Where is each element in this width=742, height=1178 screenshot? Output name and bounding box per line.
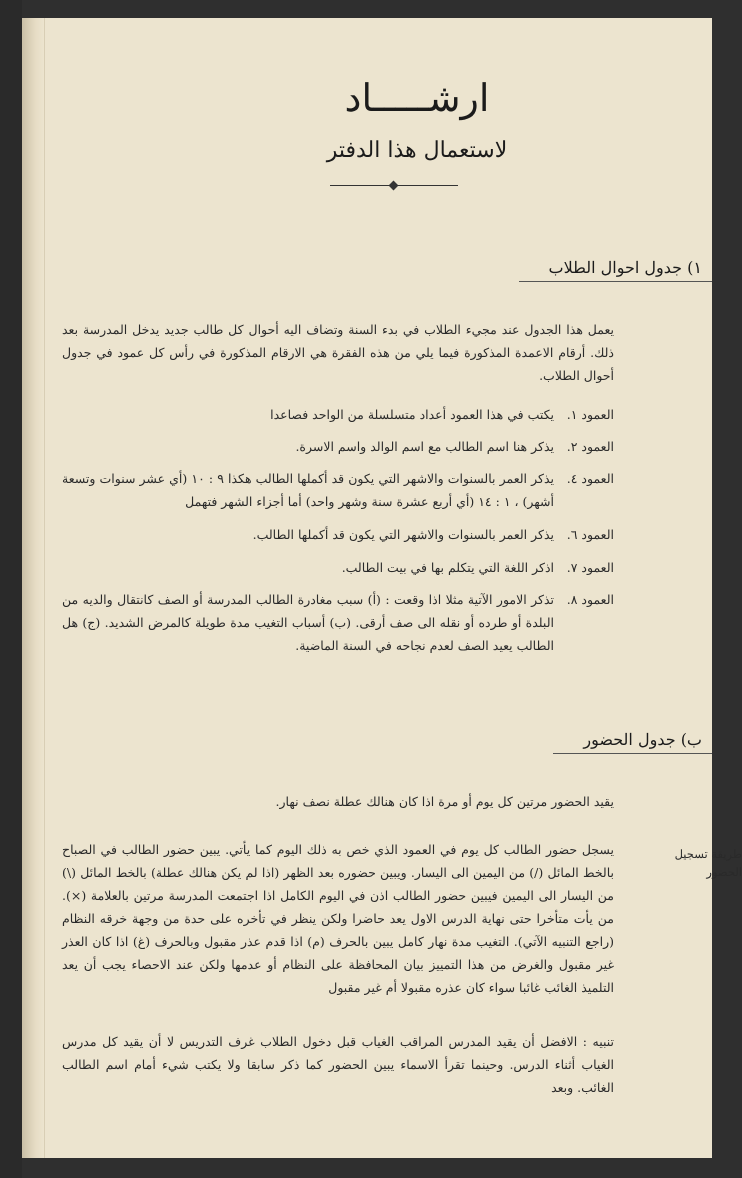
column-description: تذكر الامور الآتية مثلا اذا وقعت : (أ) سبب مغادرة الطالب المدرسة أو الصف كانتقال والديه من البلدة أو طرده أو نقله الى صف أرقى. (ب) أسباب التغيب مدة طويلة كالمرض الشديد. (ج) هل الطالب يعيد الصف لعدم نجاحه في السنة الماضية.: [62, 592, 554, 653]
column-item: [62, 556, 614, 579]
column-description: يكتب في هذا العمود أعداد متسلسلة من الواحد فصاعدا: [270, 407, 554, 422]
column-item: [62, 467, 614, 513]
column-item: [62, 588, 614, 657]
column-number: العمود ٨.: [566, 592, 614, 607]
margin-note: طريقة تسجيل الحضور: [674, 847, 742, 879]
note-label: تنبيه :: [582, 1034, 615, 1049]
title-ornament: [330, 182, 458, 190]
note-text: الافضل أن يقيد المدرس المراقب الغياب قبل دخول الطلاب غرف التدريس لا أن يقيد كل مدرس الغياب أثناء الدرس. وحينما تقرأ الاسماء يبين الحضور كما ذكر سابقا ولا يكتب شيء أمام اسم الطالب الغائب. وبعد: [62, 1034, 614, 1095]
column-number: العمود ١.: [566, 407, 614, 422]
attendance-instructions: يسجل حضور الطالب كل يوم في العمود الذي خص به ذلك اليوم كما يأتي. يبين حضور الطالب في الصباح بالخط المائل (/) من اليمين الى اليسار. ويبين حضوره بعد الظهر (اذا لم يكن هنالك عطلة) بالخط المائل (\) من اليسار الى اليمين فيبين حضور الطالب اذن في اليوم الكامل اذا اجتمعت المدرسة مرتين بالعلامة (×). من يأت متأخرا حتى نهاية الدرس الاول يعد حاضرا ولكن ينظر في تأخره على حدة من وجهة خرقه النظام (راجع التنبيه الآتي). التغيب مدة نهار كامل يبين بالحرف (م) اذا قدم عذر مقبول وبالحرف (غ) اذا كان العذر غير مقبول والغرض من هذا التمييز بيان المحافظة على النظام أو عدمها ولكن عند الاحصاء يجب أن يعد التلميذ الغائب غائبا سواء كان عذره مقبولا أم غير مقبول: [62, 842, 614, 995]
column-number: العمود ٧.: [566, 560, 614, 575]
column-description: يذكر العمر بالسنوات والاشهر التي يكون قد أكملها الطالب هكذا ٩ : ١٠ (أي عشر سنوات وتسعة أشهر) ، ١ : ١٤ (أي أربع عشرة سنة وشهر واحد) أما أجزاء الشهر فتهمل: [62, 471, 554, 509]
attendance-note: [62, 1030, 614, 1099]
column-description: يذكر العمر بالسنوات والاشهر التي يكون قد أكملها الطالب.: [252, 527, 554, 542]
attendance-frequency: يقيد الحضور مرتين كل يوم أو مرة اذا كان هنالك عطلة نصف نهار.: [275, 794, 614, 809]
section-heading-students: ١) جدول احوال الطلاب: [519, 258, 712, 282]
column-item: [62, 403, 614, 426]
column-item: [62, 435, 614, 458]
column-number: العمود ٦.: [566, 527, 614, 542]
column-number: العمود ٢.: [566, 439, 614, 454]
column-description: اذكر اللغة التي يتكلم بها في بيت الطالب.: [341, 560, 554, 575]
page-gutter: [22, 18, 45, 1158]
section-heading-attendance: ب) جدول الحضور: [553, 730, 712, 754]
column-number: العمود ٤.: [566, 471, 614, 486]
book-binding: [0, 0, 22, 1178]
ornament-diamond: [389, 181, 399, 191]
column-description: يذكر هنا اسم الطالب مع اسم الوالد واسم الاسرة.: [295, 439, 554, 454]
document-page: [22, 18, 742, 1158]
column-item: [62, 523, 614, 546]
page-subtitle: لاستعمال هذا الدفتر: [326, 138, 508, 163]
page-title: ارشـــــاد: [344, 76, 490, 120]
section-a-intro: يعمل هذا الجدول عند مجيء الطلاب في بدء السنة وتضاف اليه أحوال كل طالب جديد يدخل المدرسة بعد ذلك. أرقام الاعمدة المذكورة فيما يلي من هذه الفقرة هي الارقام المذكورة في رأس كل عمود في جدول أحوال الطلاب.: [62, 322, 614, 383]
